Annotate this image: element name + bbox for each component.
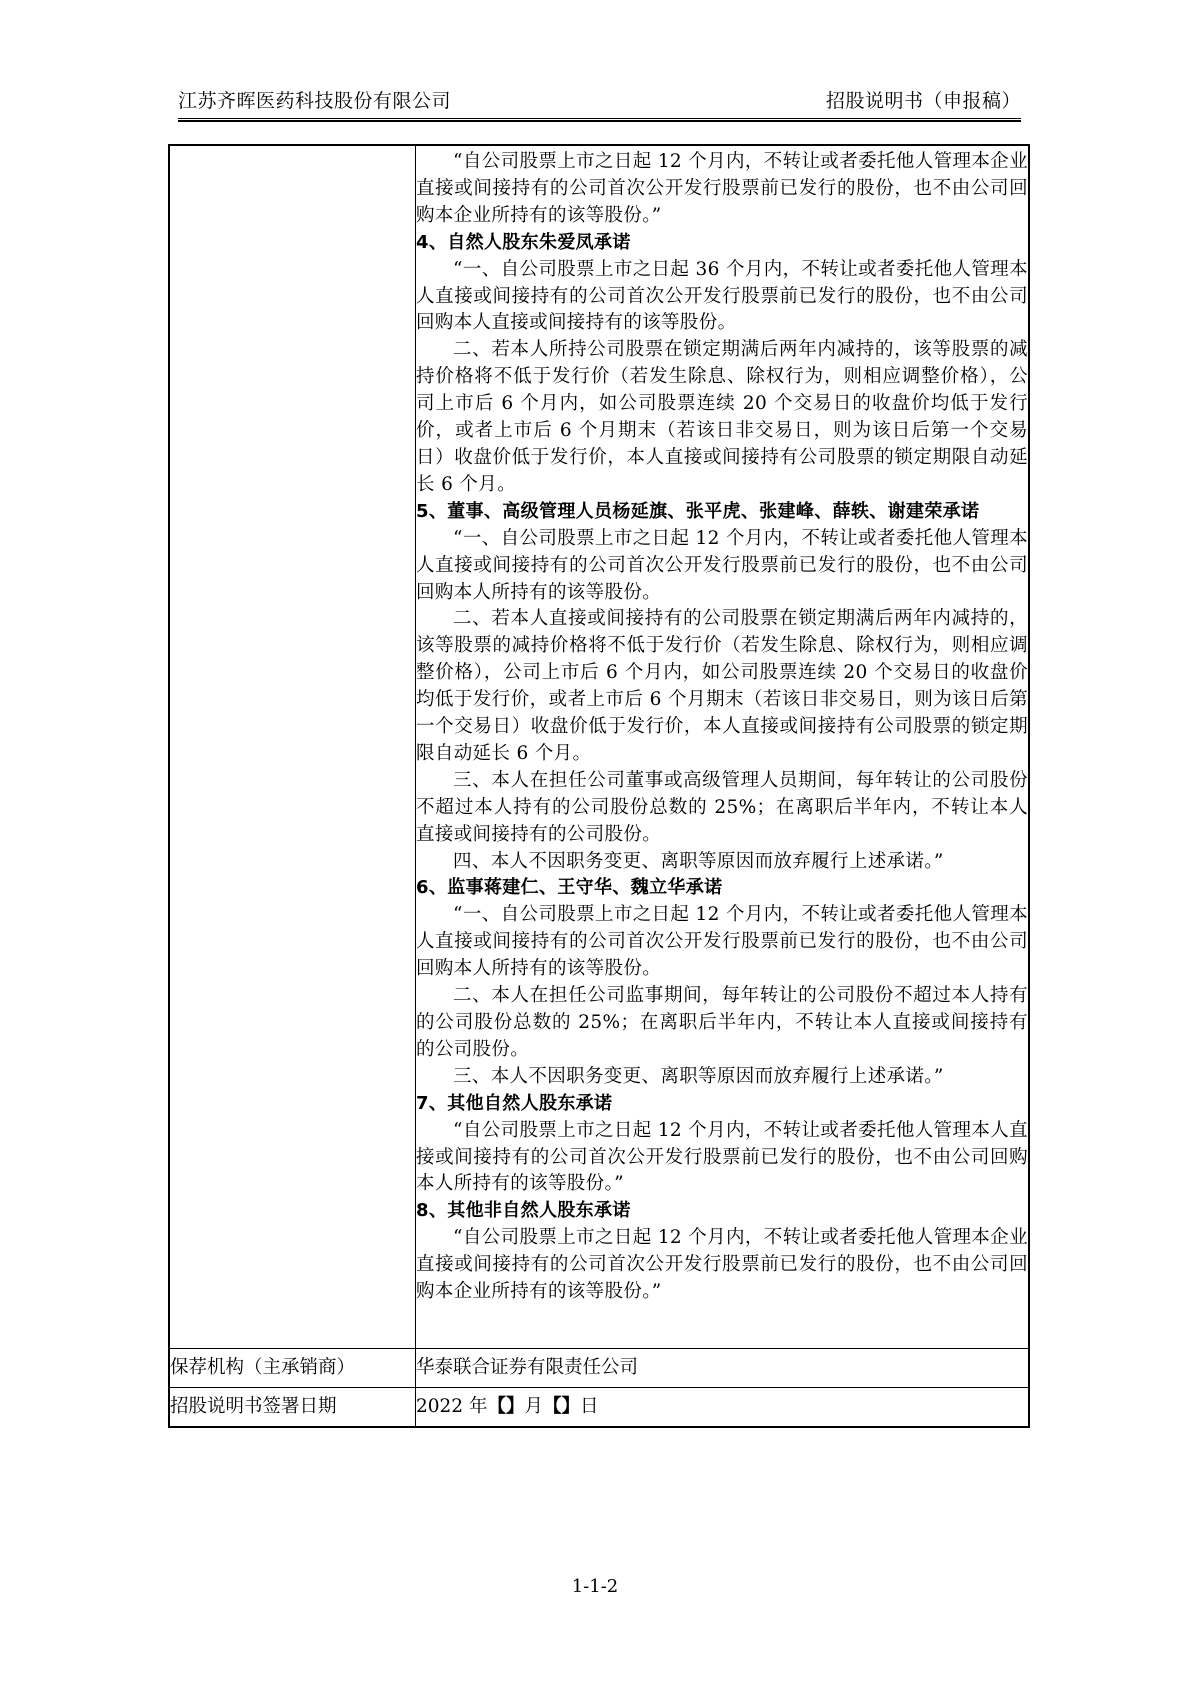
commitment-paragraph: “一、自公司股票上市之日起 12 个月内，不转让或者委托他人管理本人直接或间接持有的公司首次公开发行股票前已发行的股份，也不由公司回购本人所持有的该等股份。 [416,527,1028,603]
signing-date-label: 招股说明书签署日期 [169,1388,416,1428]
commitment-paragraph: “一、自公司股票上市之日起 12 个月内，不转让或者委托他人管理本人直接或间接持有的公司首次公开发行股票前已发行的股份，也不由公司回购本人所持有的该等股份。 [416,904,1028,980]
day-unit: 日 [580,1396,599,1417]
commitment-heading: 4、自然人股东朱爱凤承诺 [416,231,631,253]
sponsor-row [169,1349,1029,1388]
commitment-paragraph: 二、若本人所持公司股票在锁定期满后两年内减持的，该等股票的减持价格将不低于发行价（若发生除息、除权行为，则相应调整价格），公司上市后 6 个月内，如公司股票连续 20 个交易日的收盘价均低于发行价，或者上市后 6 个月期末（若该日非交易日，则为该日后第一个交易日）收盘价低于发行价，本人直接或间接持有公司股票的锁定期限自动延长 6 个月。 [416,339,1028,495]
commitment-paragraph: “自公司股票上市之日起 12 个月内，不转让或者委托他人管理本企业直接或间接持有的公司首次公开发行股票前已发行的股份，也不由公司回购本企业所持有的该等股份。” [416,1227,1028,1303]
commitment-paragraph: 二、若本人直接或间接持有的公司股票在锁定期满后两年内减持的，该等股票的减持价格将不低于发行价（若发生除息、除权行为，则相应调整价格），公司上市后 6 个月内，如公司股票连续 20 个交易日的收盘价均低于发行价，或者上市后 6 个月期末（若该日非交易日，则为该日后第一个交易日）收盘价低于发行价，本人直接或间接持有公司股票的锁定期限自动延长 6 个月。 [416,608,1028,764]
commitment-paragraph: “自公司股票上市之日起 12 个月内，不转让或者委托他人管理本人直接或间接持有的公司首次公开发行股票前已发行的股份，也不由公司回购本人所持有的该等股份。” [416,1119,1028,1195]
signing-date-row [169,1388,1029,1428]
commitment-paragraph: 二、本人在担任公司监事期间，每年转让的公司股份不超过本人持有的公司股份总数的 25%；在离职后半年内，不转让本人直接或间接持有的公司股份。 [416,985,1028,1060]
commitment-heading: 6、监事蒋建仁、王守华、魏立华承诺 [416,877,723,899]
page-number: 1-1-2 [571,1576,619,1597]
sponsor-value: 华泰联合证券有限责任公司 [416,1349,1030,1388]
month-bracket-close: 】 [505,1396,525,1417]
day-bracket-open: 【 [543,1396,562,1417]
commitment-paragraph: 四、本人不因职务变更、离职等原因而放弃履行上述承诺。” [453,850,944,872]
page-header [178,84,1021,119]
commitment-paragraph: 三、本人在担任公司董事或高级管理人员期间，每年转让的公司股份不超过本人持有的公司股份总数的 25%；在离职后半年内，不转让本人直接或间接持有的公司股份。 [416,769,1028,845]
commitment-paragraph: “自公司股票上市之日起 12 个月内，不转让或者委托他人管理本企业直接或间接持有的公司首次公开发行股票前已发行的股份，也不由公司回购本企业所持有的该等股份。” [416,151,1028,226]
sponsor-label: 保荐机构（主承销商） [169,1349,416,1388]
commitment-heading: 8、其他非自然人股东承诺 [416,1200,631,1222]
commitment-paragraph: 三、本人不因职务变更、离职等原因而放弃履行上述承诺。” [453,1065,944,1087]
commitments-content [416,145,1030,1349]
commitment-paragraph: “一、自公司股票上市之日起 36 个月内，不转让或者委托他人管理本人直接或间接持有的公司首次公开发行股票前已发行的股份，也不由公司回购本人直接或间接持有的该等股份。 [416,258,1028,334]
signing-date-value [416,1388,1030,1428]
month-unit: 月 [524,1396,544,1417]
signing-year: 2022 年 [416,1396,488,1417]
commitments-row [169,145,1029,1349]
commitment-heading: 7、其他自然人股东承诺 [416,1092,613,1114]
prospectus-info-table [168,144,1030,1428]
empty-label-cell [169,145,416,1349]
company-name: 江苏齐晖医药科技股份有限公司 [178,90,452,112]
commitment-heading: 5、董事、高级管理人员杨延旗、张平虎、张建峰、薛轶、谢建荣承诺 [416,500,980,522]
month-bracket-open: 【 [487,1396,506,1417]
document-title: 招股说明书（申报稿） [825,90,1021,112]
day-bracket-close: 】 [561,1396,581,1417]
